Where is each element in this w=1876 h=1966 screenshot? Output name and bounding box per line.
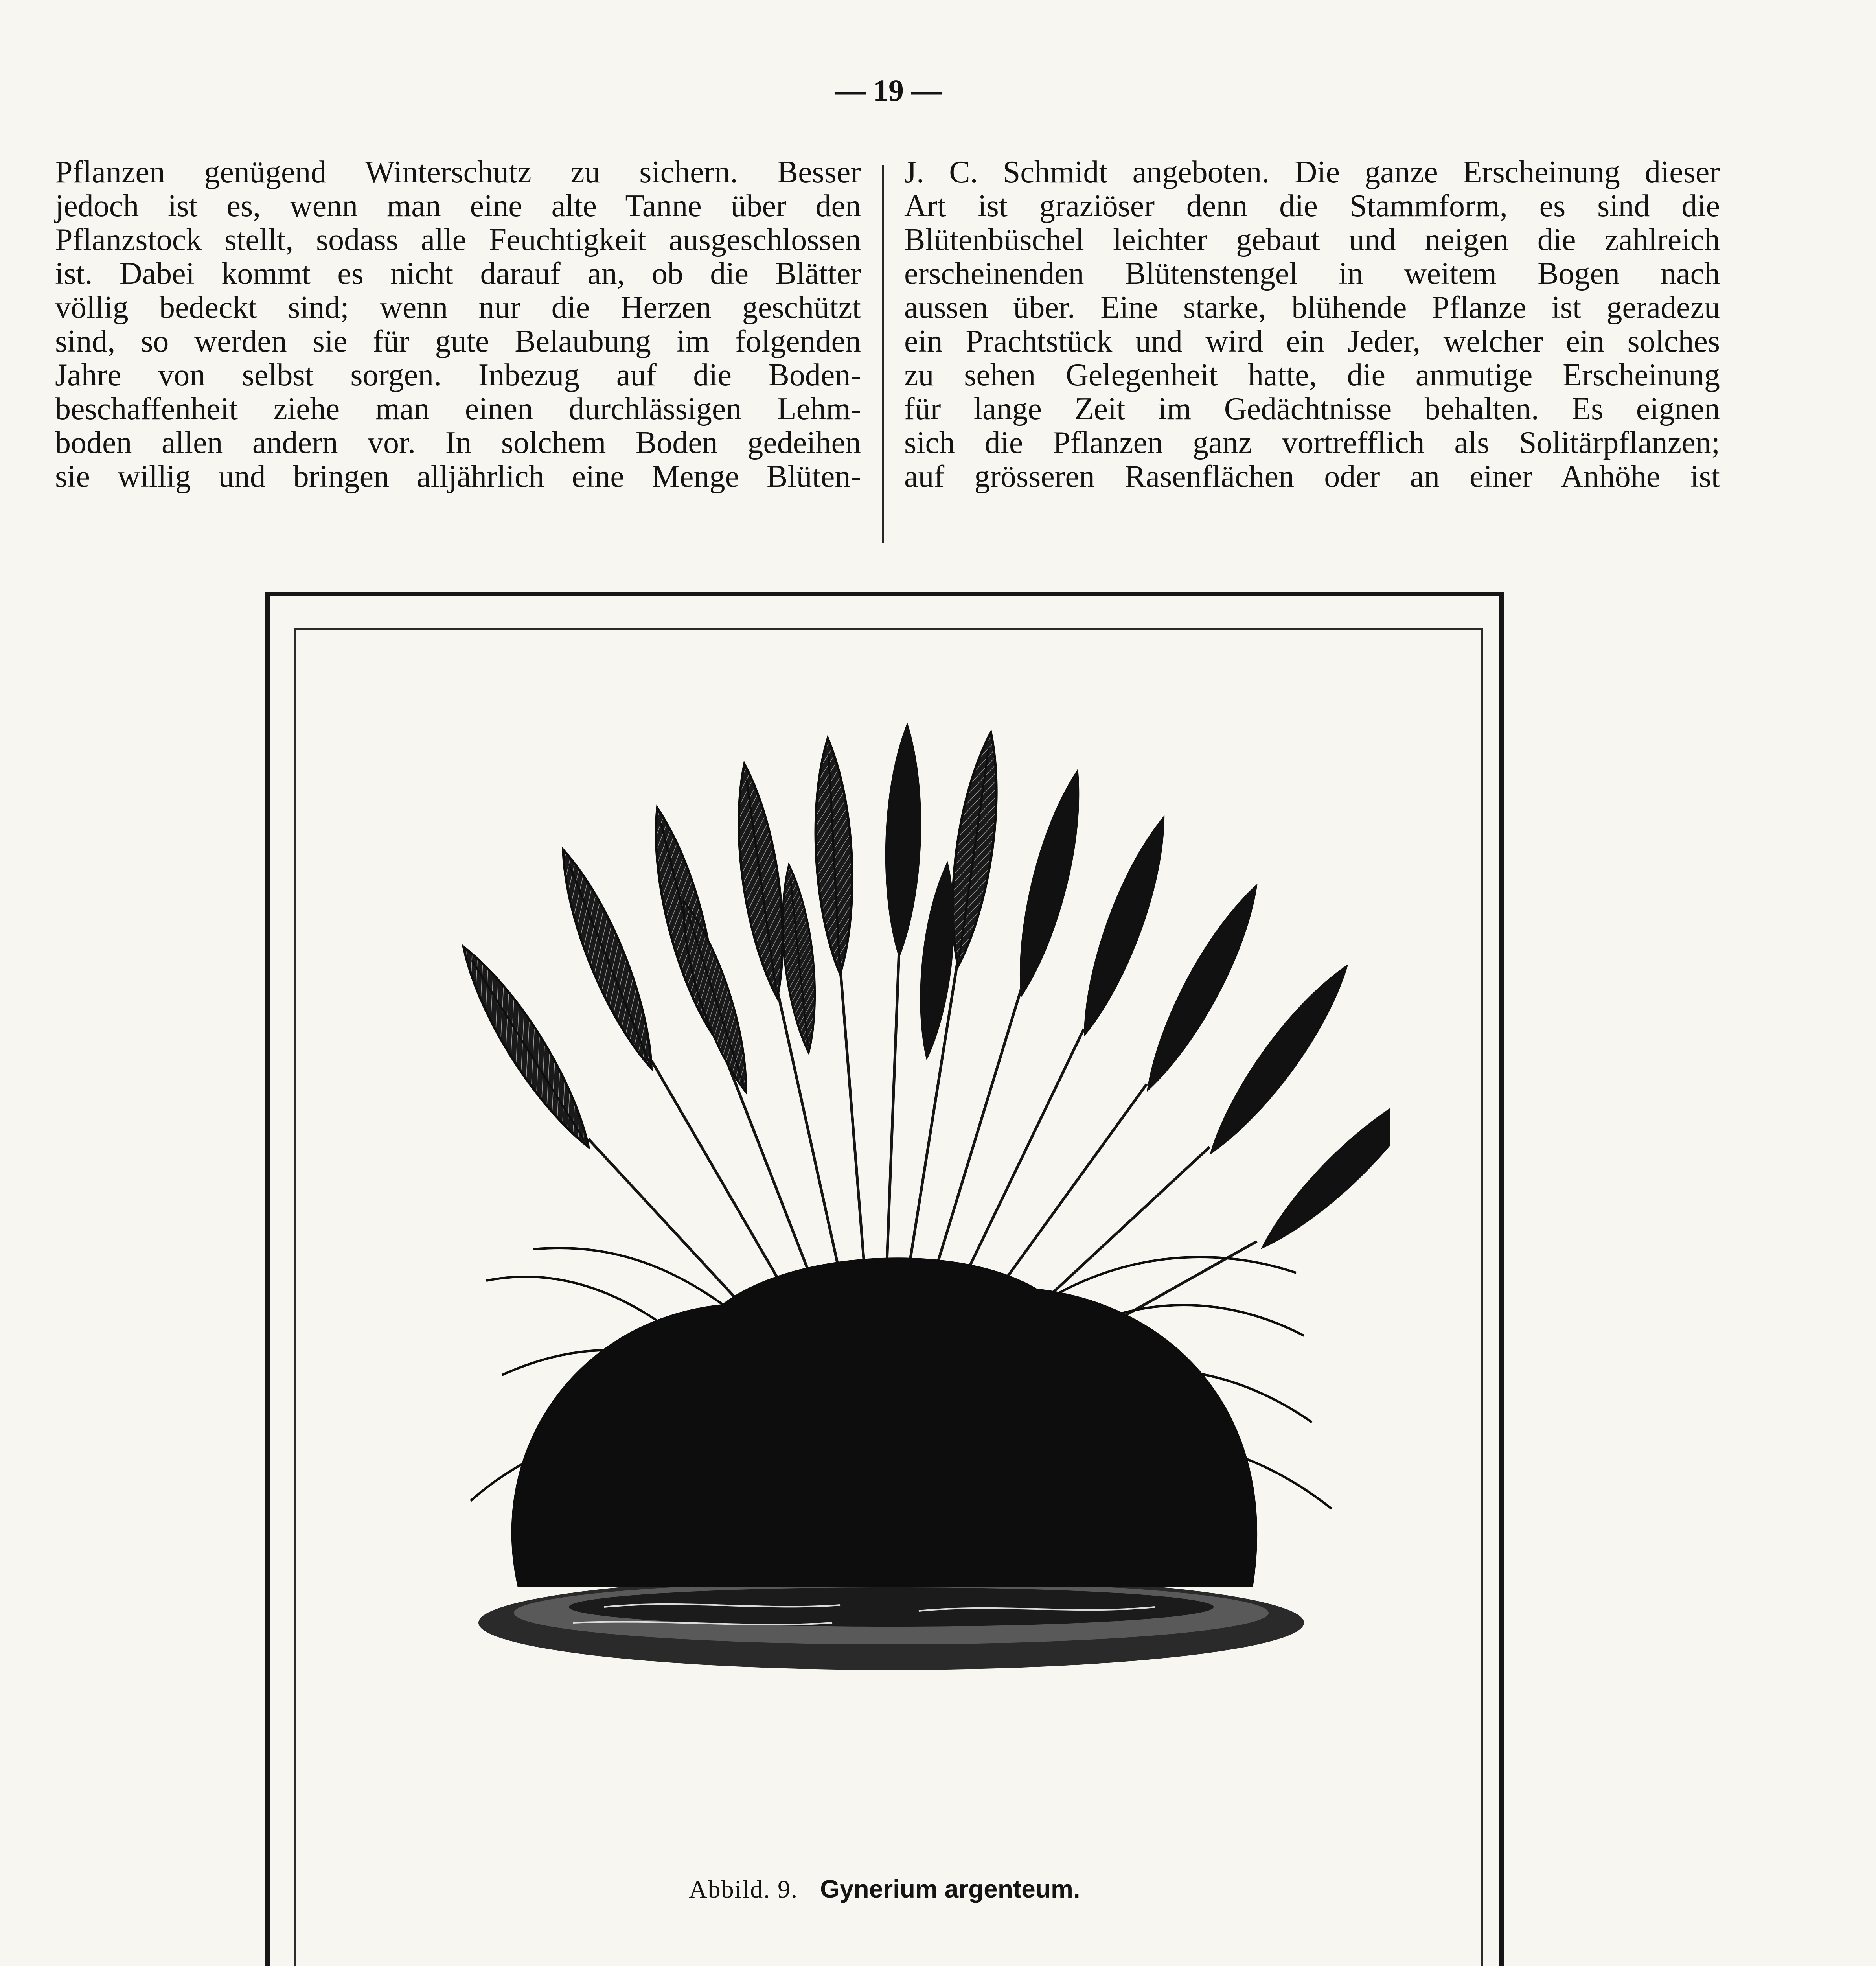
text-line: boden allen andern vor. In solchem Boden gedeihen	[55, 425, 861, 460]
figure-frame	[265, 592, 1504, 1966]
page-number: — 19 —	[835, 73, 942, 107]
text-line: Pflanzen genügend Winterschutz zu sichern. Besser	[55, 155, 861, 190]
text-line: für lange Zeit im Gedächtnisse behalten. Es eignen	[904, 392, 1720, 426]
text-line: auf grösseren Rasenflächen oder an einer Anhöhe ist	[904, 459, 1720, 494]
text-line: Blütenbüschel leichter gebaut und neigen die zahlreich	[904, 223, 1720, 257]
pampas-grass-illustration	[368, 707, 1390, 1713]
text-line: völlig bedeckt sind; wenn nur die Herzen geschützt	[55, 290, 861, 325]
text-line: ein Prachtstück und wird ein Jeder, welcher ein solches	[904, 324, 1720, 359]
top-left-column	[55, 155, 861, 493]
figure-caption	[270, 1874, 1499, 1904]
column-divider	[882, 165, 884, 543]
text-line: beschaffenheit ziehe man einen durchlässigen Lehm-	[55, 392, 861, 426]
text-line: erscheinenden Blütenstengel in weitem Bogen nach	[904, 256, 1720, 291]
text-line: sich die Pflanzen ganz vortrefflich als Solitärpflanzen;	[904, 425, 1720, 460]
text-line: sie willig und bringen alljährlich eine Menge Blüten-	[55, 459, 861, 494]
figure-title: Gynerium argenteum.	[820, 1875, 1080, 1903]
text-line: J. C. Schmidt angeboten. Die ganze Erscheinung dieser	[904, 155, 1720, 190]
text-line: Art ist graziöser denn die Stammform, es sind die	[904, 189, 1720, 223]
text-line: ist. Dabei kommt es nicht darauf an, ob die Blätter	[55, 256, 861, 291]
text-line: sind, so werden sie für gute Belaubung im folgenden	[55, 324, 861, 359]
text-line: Pflanzstock stellt, sodass alle Feuchtigkeit ausgeschlossen	[55, 223, 861, 257]
top-right-column	[904, 155, 1720, 493]
text-line: zu sehen Gelegenheit hatte, die anmutige Erscheinung	[904, 358, 1720, 392]
text-line: jedoch ist es, wenn man eine alte Tanne über den	[55, 189, 861, 223]
figure-label: Abbild. 9.	[689, 1875, 798, 1903]
text-line: Jahre von selbst sorgen. Inbezug auf die Boden-	[55, 358, 861, 392]
text-line: aussen über. Eine starke, blühende Pflanze ist geradezu	[904, 290, 1720, 325]
